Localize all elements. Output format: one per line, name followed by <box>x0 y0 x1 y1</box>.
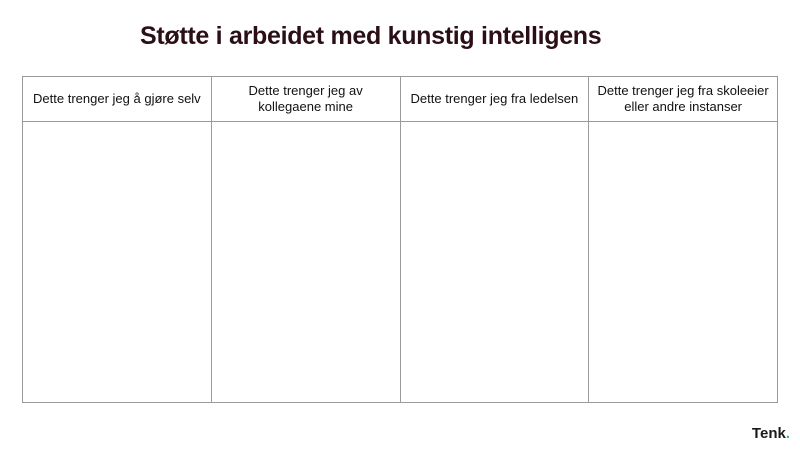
cell-colleagues[interactable] <box>211 122 400 403</box>
cell-management[interactable] <box>400 122 589 403</box>
reflection-table <box>22 76 778 403</box>
brand-dot: . <box>785 425 790 442</box>
brand-logo <box>752 425 790 442</box>
cell-school-owner[interactable] <box>589 122 778 403</box>
column-header-colleagues: Dette trenger jeg av kollegaene mine <box>211 77 400 122</box>
brand-name: Tenk <box>751 425 786 442</box>
column-header-management: Dette trenger jeg fra ledelsen <box>400 77 589 122</box>
column-header-school-owner: Dette trenger jeg fra skoleeier eller andre instanser <box>589 77 778 122</box>
cell-self[interactable] <box>23 122 212 403</box>
slide-title: Støtte i arbeidet med kunstig intelligens <box>140 22 602 50</box>
table-header-row <box>23 77 778 122</box>
column-header-self: Dette trenger jeg å gjøre selv <box>23 77 212 122</box>
table-body-row <box>23 122 778 403</box>
